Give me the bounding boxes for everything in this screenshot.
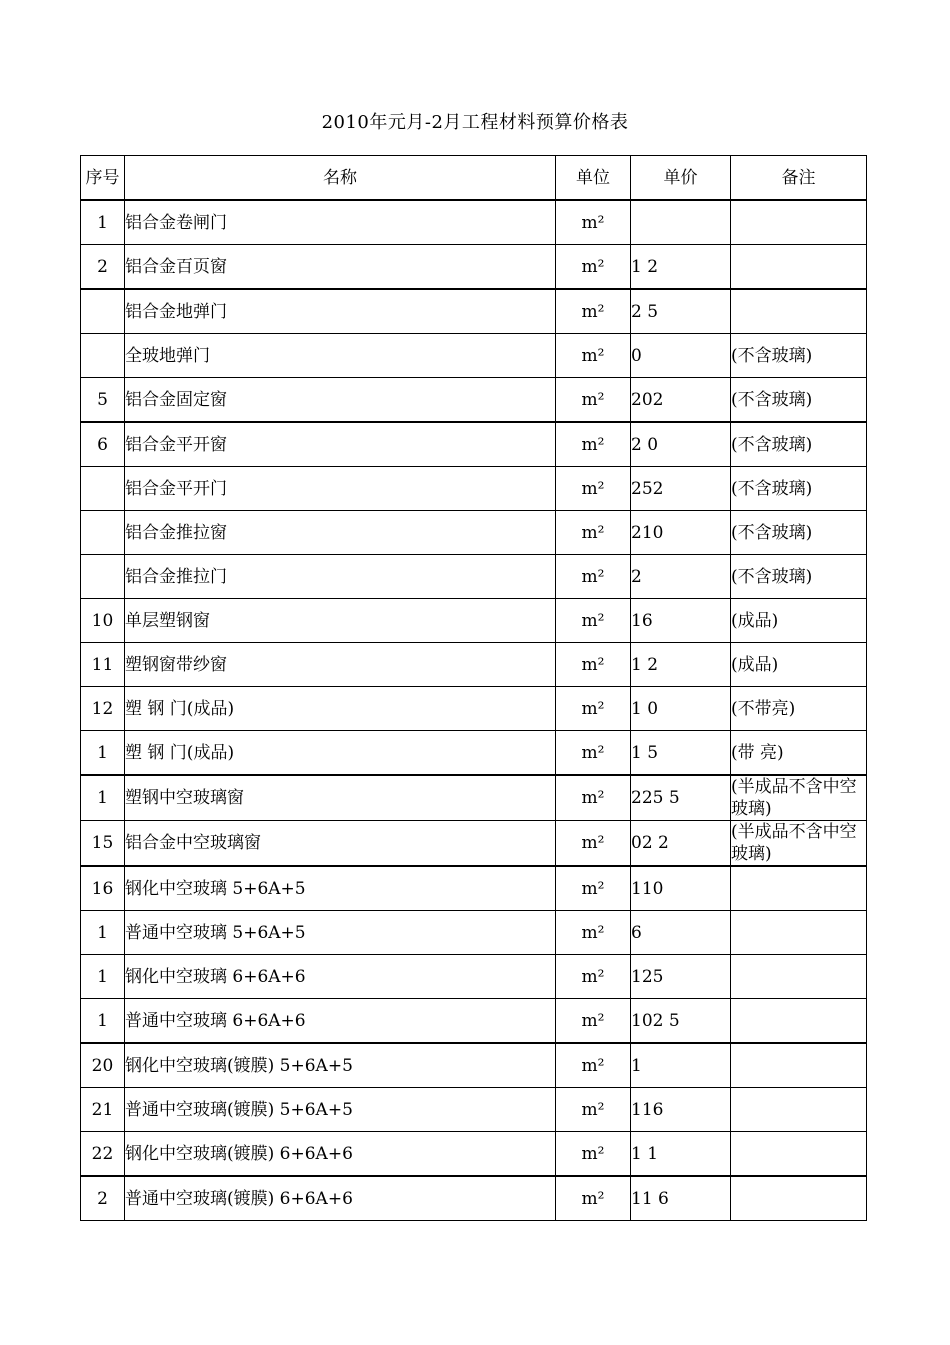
unit-cell: m² (556, 1176, 631, 1221)
unit-cell: m² (556, 467, 631, 511)
table-row (81, 866, 867, 911)
name-cell: 铝合金固定窗 (125, 378, 556, 423)
price-cell: 1 1 (631, 1132, 731, 1177)
name-cell: 全玻地弹门 (125, 334, 556, 378)
price-cell: 252 (631, 467, 731, 511)
note-cell: (不含玻璃) (731, 334, 867, 378)
price-cell: 2 (631, 555, 731, 599)
seq-cell (81, 511, 125, 555)
seq-cell (81, 289, 125, 334)
table-row (81, 334, 867, 378)
table-row (81, 378, 867, 423)
name-cell: 铝合金平开窗 (125, 422, 556, 467)
seq-cell: 6 (81, 422, 125, 467)
table-row (81, 1176, 867, 1221)
table-header-row (81, 156, 867, 201)
name-cell: 塑钢窗带纱窗 (125, 643, 556, 687)
table-row (81, 1043, 867, 1088)
table-row (81, 467, 867, 511)
price-cell: 02 2 (631, 821, 731, 867)
name-cell: 铝合金平开门 (125, 467, 556, 511)
unit-cell: m² (556, 1132, 631, 1177)
price-cell: 1 2 (631, 245, 731, 290)
note-cell: (不含玻璃) (731, 467, 867, 511)
seq-cell: 1 (81, 200, 125, 245)
note-cell (731, 955, 867, 999)
table-row (81, 731, 867, 776)
note-cell: (不含玻璃) (731, 378, 867, 423)
header-unit: 单位 (556, 156, 631, 201)
table-row (81, 775, 867, 821)
name-cell: 铝合金地弹门 (125, 289, 556, 334)
note-cell (731, 1176, 867, 1221)
table-row (81, 1132, 867, 1177)
name-cell: 铝合金百页窗 (125, 245, 556, 290)
name-cell: 塑 钢 门(成品) (125, 731, 556, 776)
name-cell: 铝合金推拉门 (125, 555, 556, 599)
note-cell: (带 亮) (731, 731, 867, 776)
seq-cell: 2 (81, 245, 125, 290)
price-cell: 0 (631, 334, 731, 378)
price-cell: 102 5 (631, 999, 731, 1044)
name-cell: 钢化中空玻璃 6+6A+6 (125, 955, 556, 999)
header-price: 单价 (631, 156, 731, 201)
unit-cell: m² (556, 999, 631, 1044)
table-row (81, 999, 867, 1044)
price-cell: 1 2 (631, 643, 731, 687)
unit-cell: m² (556, 200, 631, 245)
note-cell (731, 911, 867, 955)
table-row (81, 911, 867, 955)
name-cell: 单层塑钢窗 (125, 599, 556, 643)
seq-cell: 1 (81, 911, 125, 955)
price-table (80, 155, 867, 1221)
price-cell: 11 6 (631, 1176, 731, 1221)
price-cell: 2 0 (631, 422, 731, 467)
note-cell (731, 866, 867, 911)
unit-cell: m² (556, 1043, 631, 1088)
price-cell: 1 0 (631, 687, 731, 731)
name-cell: 塑 钢 门(成品) (125, 687, 556, 731)
seq-cell: 20 (81, 1043, 125, 1088)
seq-cell: 1 (81, 775, 125, 821)
name-cell: 铝合金推拉窗 (125, 511, 556, 555)
name-cell: 钢化中空玻璃(镀膜) 5+6A+5 (125, 1043, 556, 1088)
note-cell: (成品) (731, 643, 867, 687)
note-cell (731, 1043, 867, 1088)
seq-cell: 22 (81, 1132, 125, 1177)
seq-cell (81, 467, 125, 511)
unit-cell: m² (556, 731, 631, 776)
note-cell: (不带亮) (731, 687, 867, 731)
table-row (81, 555, 867, 599)
price-cell: 16 (631, 599, 731, 643)
unit-cell: m² (556, 422, 631, 467)
name-cell: 铝合金卷闸门 (125, 200, 556, 245)
price-cell: 225 5 (631, 775, 731, 821)
header-name: 名称 (125, 156, 556, 201)
unit-cell: m² (556, 1088, 631, 1132)
table-row (81, 422, 867, 467)
unit-cell: m² (556, 866, 631, 911)
note-cell: (成品) (731, 599, 867, 643)
name-cell: 铝合金中空玻璃窗 (125, 821, 556, 867)
price-cell: 202 (631, 378, 731, 423)
name-cell: 普通中空玻璃(镀膜) 5+6A+5 (125, 1088, 556, 1132)
note-cell (731, 999, 867, 1044)
table-row (81, 821, 867, 867)
note-cell (731, 289, 867, 334)
name-cell: 塑钢中空玻璃窗 (125, 775, 556, 821)
name-cell: 钢化中空玻璃(镀膜) 6+6A+6 (125, 1132, 556, 1177)
unit-cell: m² (556, 821, 631, 867)
table-row (81, 289, 867, 334)
note-cell (731, 200, 867, 245)
table-row (81, 511, 867, 555)
note-cell: (不含玻璃) (731, 422, 867, 467)
table-row (81, 245, 867, 290)
seq-cell (81, 334, 125, 378)
page-title: 2010年元月-2月工程材料预算价格表 (321, 112, 629, 133)
note-cell: (半成品不含中空玻璃) (731, 821, 867, 867)
seq-cell: 10 (81, 599, 125, 643)
table-row (81, 599, 867, 643)
seq-cell: 5 (81, 378, 125, 423)
unit-cell: m² (556, 289, 631, 334)
table-row (81, 955, 867, 999)
seq-cell: 1 (81, 955, 125, 999)
price-cell: 125 (631, 955, 731, 999)
price-cell: 2 5 (631, 289, 731, 334)
seq-cell: 16 (81, 866, 125, 911)
unit-cell: m² (556, 955, 631, 999)
seq-cell: 12 (81, 687, 125, 731)
name-cell: 普通中空玻璃(镀膜) 6+6A+6 (125, 1176, 556, 1221)
table-row (81, 687, 867, 731)
price-cell: 6 (631, 911, 731, 955)
unit-cell: m² (556, 775, 631, 821)
note-cell (731, 1132, 867, 1177)
note-cell (731, 1088, 867, 1132)
price-cell: 210 (631, 511, 731, 555)
header-note: 备注 (731, 156, 867, 201)
seq-cell: 15 (81, 821, 125, 867)
name-cell: 普通中空玻璃 5+6A+5 (125, 911, 556, 955)
unit-cell: m² (556, 911, 631, 955)
unit-cell: m² (556, 378, 631, 423)
seq-cell: 2 (81, 1176, 125, 1221)
price-cell: 110 (631, 866, 731, 911)
name-cell: 钢化中空玻璃 5+6A+5 (125, 866, 556, 911)
unit-cell: m² (556, 599, 631, 643)
note-cell: (半成品不含中空玻璃) (731, 775, 867, 821)
header-seq: 序号 (81, 156, 125, 201)
name-cell: 普通中空玻璃 6+6A+6 (125, 999, 556, 1044)
unit-cell: m² (556, 245, 631, 290)
seq-cell: 1 (81, 999, 125, 1044)
note-cell (731, 245, 867, 290)
table-row (81, 1088, 867, 1132)
unit-cell: m² (556, 687, 631, 731)
seq-cell (81, 555, 125, 599)
price-cell: 1 (631, 1043, 731, 1088)
table-row (81, 200, 867, 245)
seq-cell: 21 (81, 1088, 125, 1132)
unit-cell: m² (556, 511, 631, 555)
price-cell: 1 5 (631, 731, 731, 776)
table-row (81, 643, 867, 687)
seq-cell: 11 (81, 643, 125, 687)
note-cell: (不含玻璃) (731, 555, 867, 599)
unit-cell: m² (556, 555, 631, 599)
price-cell: 116 (631, 1088, 731, 1132)
price-cell (631, 200, 731, 245)
unit-cell: m² (556, 643, 631, 687)
seq-cell: 1 (81, 731, 125, 776)
unit-cell: m² (556, 334, 631, 378)
note-cell: (不含玻璃) (731, 511, 867, 555)
